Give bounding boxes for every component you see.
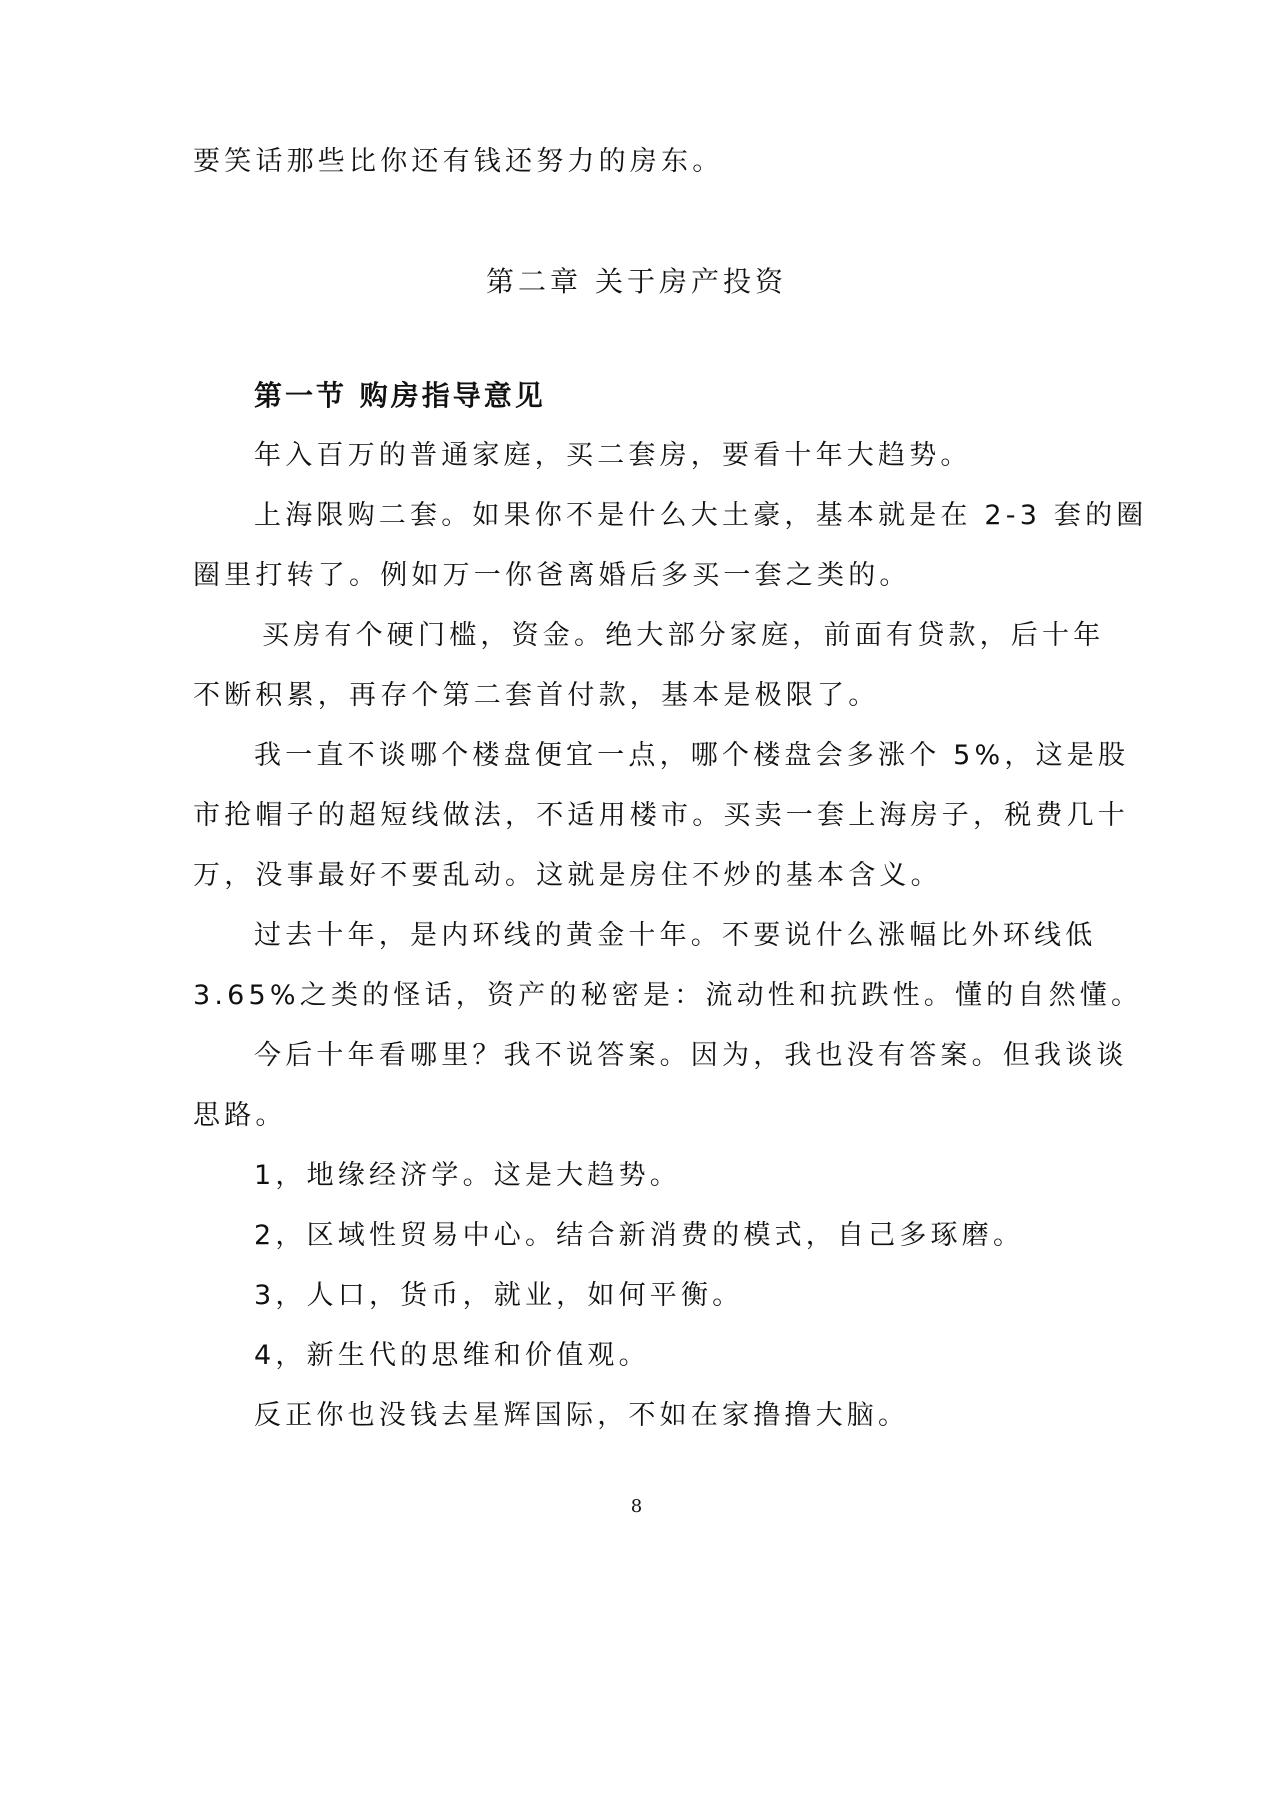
paragraph-line: 不断积累，再存个第二套首付款，基本是极限了。 [193, 680, 880, 711]
paragraph-line: 市抢帽子的超短线做法，不适用楼市。买卖一套上海房子，税费几十 [193, 800, 1129, 831]
paragraph-line: 反正你也没钱去星辉国际，不如在家撸撸大脑。 [254, 1400, 910, 1431]
paragraph-line: 上海限购二套。如果你不是什么大土豪，基本就是在 2-3 套的圈 [254, 500, 1148, 531]
paragraph-line: 圈里打转了。例如万一你爸离婚后多买一套之类的。 [193, 560, 911, 591]
paragraph-line: 今后十年看哪里？我不说答案。因为，我也没有答案。但我谈谈 [254, 1040, 1128, 1071]
paragraph-line: 思路。 [193, 1100, 287, 1131]
paragraph-line: 3.65%之类的怪话，资产的秘密是：流动性和抗跌性。懂的自然懂。 [193, 980, 1143, 1011]
list-item: 1，地缘经济学。这是大趋势。 [254, 1160, 681, 1191]
paragraph-line: 我一直不谈哪个楼盘便宜一点，哪个楼盘会多涨个 5%，这是股 [254, 740, 1130, 771]
list-item: 4，新生代的思维和价值观。 [254, 1340, 650, 1371]
paragraph-line: 万，没事最好不要乱动。这就是房住不炒的基本含义。 [193, 860, 942, 891]
carryover-line: 要笑话那些比你还有钱还努力的房东。 [193, 146, 724, 177]
paragraph-line: 年入百万的普通家庭，买二套房，要看十年大趋势。 [254, 440, 972, 471]
section-title: 第一节 购房指导意见 [254, 379, 546, 412]
list-item: 3，人口，货币，就业，如何平衡。 [254, 1280, 744, 1311]
chapter-title: 第二章 关于房产投资 [486, 265, 787, 298]
page-number: 8 [630, 1496, 643, 1517]
list-item: 2，区域性贸易中心。结合新消费的模式，自己多琢磨。 [254, 1220, 1025, 1251]
paragraph-line: 买房有个硬门槛，资金。绝大部分家庭，前面有贷款，后十年 [262, 620, 1105, 651]
paragraph-line: 过去十年，是内环线的黄金十年。不要说什么涨幅比外环线低 [254, 920, 1097, 951]
